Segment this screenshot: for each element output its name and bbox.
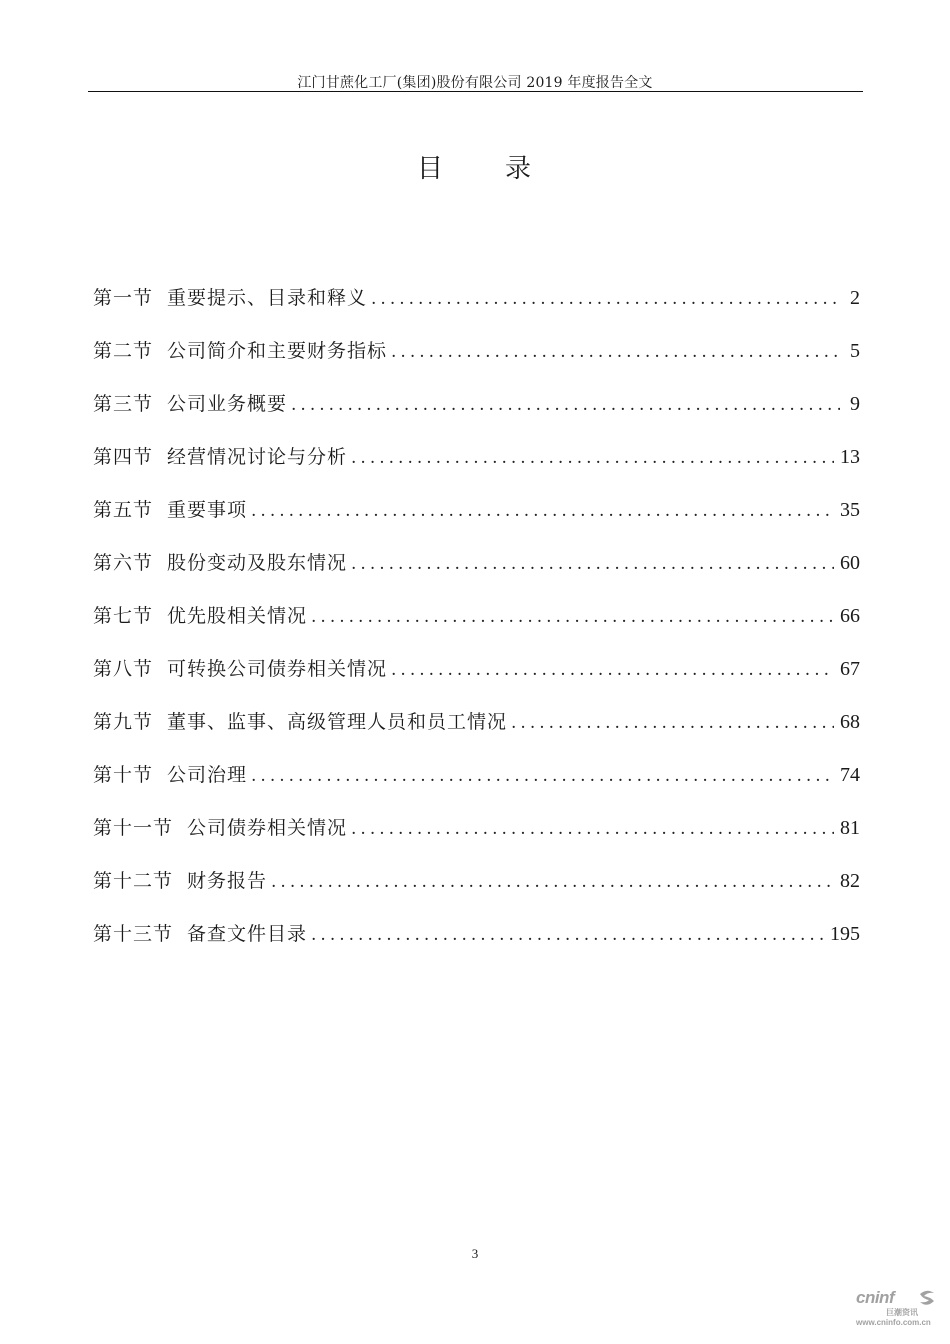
toc-section-title: 重要提示、目录和释义 xyxy=(167,287,368,309)
watermark-brand: cninf xyxy=(856,1288,895,1307)
toc-section-label: 第一节 xyxy=(93,287,154,309)
toc-section-title: 公司治理 xyxy=(167,764,248,786)
toc-page-number: 74 xyxy=(840,764,860,786)
toc-entry[interactable] xyxy=(93,707,860,760)
toc-title-char-1: 目 xyxy=(416,154,445,184)
toc-section-label: 第五节 xyxy=(93,499,154,521)
watermark-brand-sub: 巨潮资讯 xyxy=(886,1308,918,1317)
toc-section-title: 董事、监事、高级管理人员和员工情况 xyxy=(167,711,508,733)
toc-section-label: 第十三节 xyxy=(93,923,174,945)
toc-leader-dots xyxy=(351,554,834,574)
toc-section-title: 公司债券相关情况 xyxy=(187,817,348,839)
toc-entry[interactable] xyxy=(93,760,860,813)
toc-leader-dots xyxy=(271,872,834,892)
toc-entry[interactable] xyxy=(93,283,860,336)
header-divider xyxy=(88,91,863,92)
cninfo-watermark-logo xyxy=(856,1288,942,1334)
toc-page-number: 5 xyxy=(850,340,860,362)
toc-page-number: 68 xyxy=(840,711,860,733)
toc-page-number: 67 xyxy=(840,658,860,680)
toc-title xyxy=(0,148,950,185)
toc-leader-dots xyxy=(251,766,834,786)
toc-list xyxy=(93,283,860,972)
toc-leader-dots xyxy=(311,607,834,627)
toc-section-title: 股份变动及股东情况 xyxy=(167,552,348,574)
toc-section-title: 公司业务概要 xyxy=(167,393,288,415)
toc-leader-dots xyxy=(251,501,834,521)
toc-leader-dots xyxy=(351,448,834,468)
toc-page-number: 2 xyxy=(850,287,860,309)
toc-section-title: 经营情况讨论与分析 xyxy=(167,446,348,468)
toc-page-number: 35 xyxy=(840,499,860,521)
toc-page-number: 66 xyxy=(840,605,860,627)
toc-section-title: 可转换公司债券相关情况 xyxy=(167,658,388,680)
toc-entry[interactable] xyxy=(93,495,860,548)
toc-entry[interactable] xyxy=(93,654,860,707)
toc-section-label: 第二节 xyxy=(93,340,154,362)
toc-leader-dots xyxy=(351,819,834,839)
toc-leader-dots xyxy=(291,395,840,415)
toc-entry[interactable] xyxy=(93,442,860,495)
toc-entry[interactable] xyxy=(93,389,860,442)
toc-section-title: 优先股相关情况 xyxy=(167,605,308,627)
toc-section-label: 第四节 xyxy=(93,446,154,468)
toc-section-label: 第七节 xyxy=(93,605,154,627)
watermark-url: www.cninfo.com.cn xyxy=(856,1318,931,1327)
toc-page-number: 13 xyxy=(840,446,860,468)
swirl-icon xyxy=(916,1288,938,1308)
toc-section-label: 第六节 xyxy=(93,552,154,574)
toc-section-title: 财务报告 xyxy=(187,870,268,892)
toc-leader-dots xyxy=(311,925,824,945)
toc-leader-dots xyxy=(391,660,834,680)
toc-section-label: 第十一节 xyxy=(93,817,174,839)
toc-entry[interactable] xyxy=(93,919,860,972)
toc-leader-dots xyxy=(391,342,840,362)
toc-section-label: 第十节 xyxy=(93,764,154,786)
toc-entry[interactable] xyxy=(93,813,860,866)
toc-page-number: 81 xyxy=(840,817,860,839)
toc-page-number: 9 xyxy=(850,393,860,415)
toc-section-label: 第九节 xyxy=(93,711,154,733)
toc-page-number: 195 xyxy=(830,923,860,945)
toc-section-title: 重要事项 xyxy=(167,499,248,521)
page-number: 3 xyxy=(471,1246,479,1261)
toc-section-label: 第八节 xyxy=(93,658,154,680)
toc-title-char-2: 录 xyxy=(505,154,534,184)
toc-entry[interactable] xyxy=(93,336,860,389)
toc-page-number: 60 xyxy=(840,552,860,574)
toc-leader-dots xyxy=(511,713,834,733)
toc-entry[interactable] xyxy=(93,601,860,654)
running-header: 江门甘蔗化工厂(集团)股份有限公司 2019 年度报告全文 xyxy=(297,75,653,91)
toc-section-label: 第三节 xyxy=(93,393,154,415)
toc-section-title: 公司简介和主要财务指标 xyxy=(167,340,388,362)
toc-page-number: 82 xyxy=(840,870,860,892)
toc-leader-dots xyxy=(371,289,840,309)
toc-entry[interactable] xyxy=(93,548,860,601)
toc-section-title: 备查文件目录 xyxy=(187,923,308,945)
toc-entry[interactable] xyxy=(93,866,860,919)
toc-section-label: 第十二节 xyxy=(93,870,174,892)
